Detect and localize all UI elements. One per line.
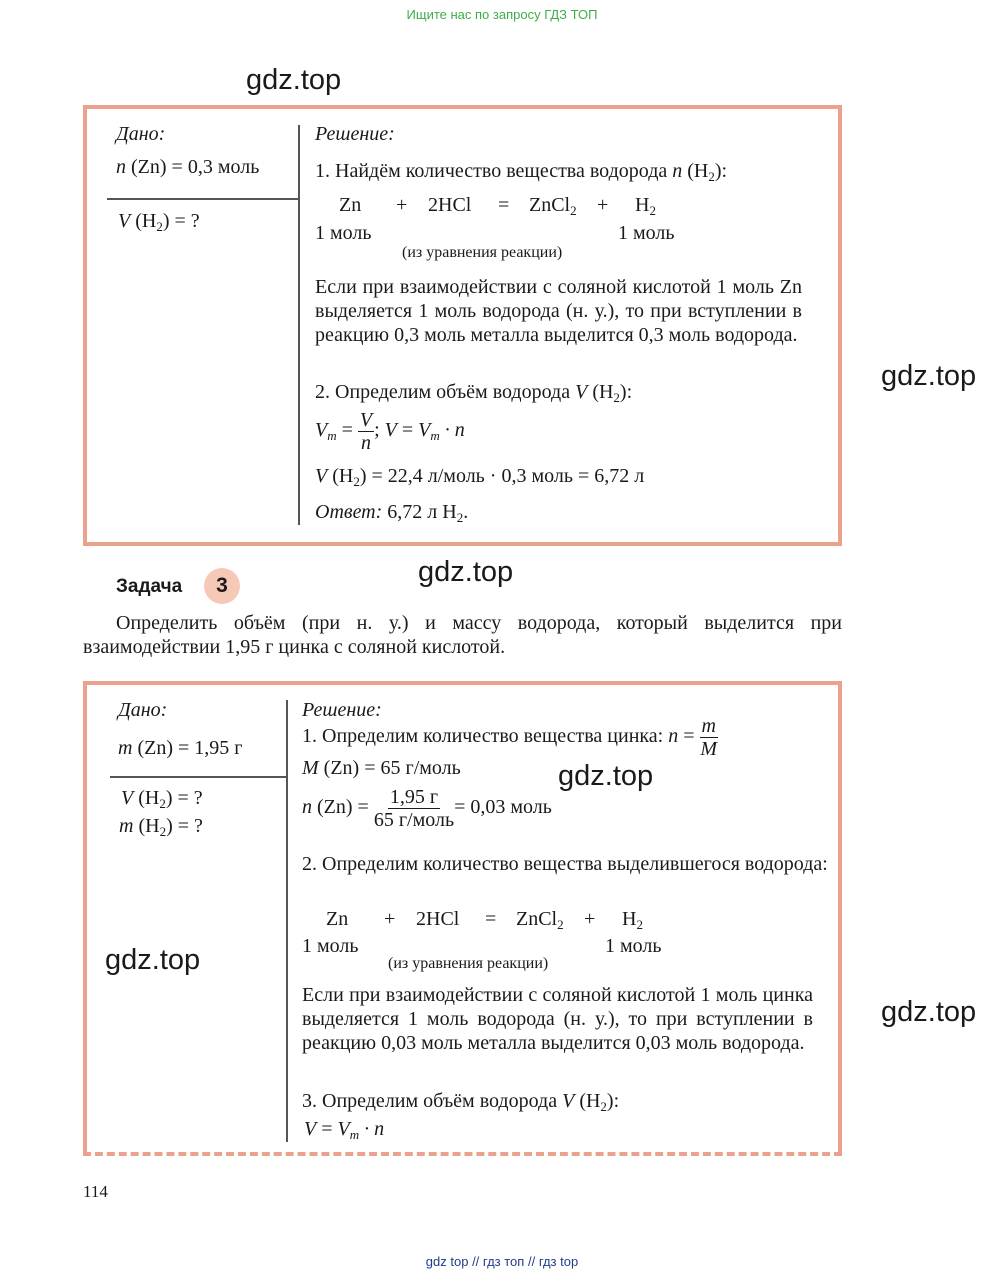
equation-equals: =	[498, 194, 510, 216]
footer-separator: //	[527, 1254, 536, 1269]
mol-left: 1 моль	[315, 222, 372, 244]
equation-plus: +	[584, 908, 596, 930]
amount-calculation: n (Zn) = $\frac{1,95 г}{\text{65 г/моль}}$ = 0,03 моль	[302, 786, 552, 831]
step-2: 2. Определим объём водорода V $(H_2)$:	[315, 381, 633, 405]
mol-note: (из уравнения реакции)	[402, 244, 563, 261]
step-3: 3. Определим объём водорода V $(H_2)$:	[302, 1090, 620, 1114]
given-value: m (Zn) = 1,95 г	[118, 737, 243, 759]
solution-label: Решение:	[315, 123, 395, 145]
task-title: Задача	[116, 576, 183, 597]
equation-zncl2: ZnCl$_2$	[516, 908, 564, 932]
volume-formula: $V = V_m \cdot n$	[304, 1118, 385, 1142]
page-number: 114	[83, 1182, 108, 1201]
footer-link[interactable]: гдз top	[538, 1254, 579, 1269]
search-hint[interactable]: Ищите нас по запросу ГДЗ ТОП	[406, 7, 598, 22]
equation-zn: Zn	[326, 908, 349, 930]
explanation-paragraph: Если при взаимодействии с соляной кислотой 1 моль цинка выделяется 1 моль водорода (н. у.), то при вступлении в реакцию 0,03 моль металла выделится 0,03 моль водорода.	[302, 984, 813, 1054]
molar-volume-formula: $V_m$ = $\frac{V}{n}$ ; $V = V_m \cdot n$	[315, 409, 465, 454]
watermark: gdz.top	[105, 944, 201, 976]
given-label: Дано:	[116, 123, 166, 145]
equation-plus: +	[384, 908, 396, 930]
equation-h2: $H_2$	[635, 194, 656, 218]
molar-mass: M (Zn) = 65 г/моль	[302, 757, 461, 779]
step-1: 1. Определим количество вещества цинка: n = $\frac{m}{M}$	[302, 715, 718, 760]
footer-link[interactable]: гдз топ	[482, 1254, 525, 1269]
given-value: n (Zn) = 0,3 моль	[116, 156, 260, 178]
solution-label: Решение:	[302, 699, 382, 721]
step-1: 1. Найдём количество вещества водорода n $(H_2)$:	[315, 160, 728, 184]
footer-separator: //	[472, 1254, 480, 1269]
watermark: gdz.top	[881, 360, 977, 392]
answer: Ответ: 6,72 л $H_2$.	[315, 501, 469, 525]
find-volume: V $(H_2)$ = ?	[121, 787, 203, 811]
mol-note: (из уравнения реакции)	[388, 955, 549, 972]
footer-link[interactable]: gdz top	[425, 1254, 469, 1269]
task-statement: Определить объём (при н. у.) и массу водорода, который выделится при взаимодействии 1,95 г цинка с соляной кислотой.	[83, 612, 842, 658]
given-underline	[110, 776, 286, 778]
watermark: gdz.top	[418, 556, 514, 588]
equation-equals: =	[485, 908, 497, 930]
watermark: gdz.top	[881, 996, 977, 1028]
watermark: gdz.top	[246, 64, 342, 96]
calculation: V $(H_2) = 22,4$ л/моль · 0,3 моль = 6,72 л	[315, 465, 645, 489]
equation-hcl: 2HCl	[428, 194, 472, 216]
given-divider	[298, 125, 300, 525]
find-value: V $(H_2)$ = ?	[118, 210, 200, 234]
given-label: Дано:	[118, 699, 168, 721]
mol-right: 1 моль	[618, 222, 675, 244]
equation-plus: +	[396, 194, 408, 216]
mol-right: 1 моль	[605, 935, 662, 957]
watermark: gdz.top	[558, 760, 654, 792]
equation-zncl2: ZnCl$_2$	[529, 194, 577, 218]
task-number: 3	[216, 574, 228, 597]
equation-hcl: 2HCl	[416, 908, 460, 930]
mol-left: 1 моль	[302, 935, 359, 957]
explanation-paragraph: Если при взаимодействии с соляной кислотой 1 моль Zn выделяется 1 моль водорода (н. у.), то при вступлении в реакцию 0,3 моль металла выделится 0,3 моль водорода.	[315, 276, 802, 346]
footer-links	[0, 1254, 1004, 1269]
given-divider	[286, 700, 288, 1142]
given-underline	[107, 198, 298, 200]
equation-plus: +	[597, 194, 609, 216]
task-number-badge	[204, 568, 240, 604]
find-mass: m $(H_2)$ = ?	[119, 815, 203, 839]
equation-h2: $H_2$	[622, 908, 643, 932]
equation-zn: Zn	[339, 194, 362, 216]
step-2: 2. Определим количество вещества выделившегося водорода:	[302, 853, 828, 875]
